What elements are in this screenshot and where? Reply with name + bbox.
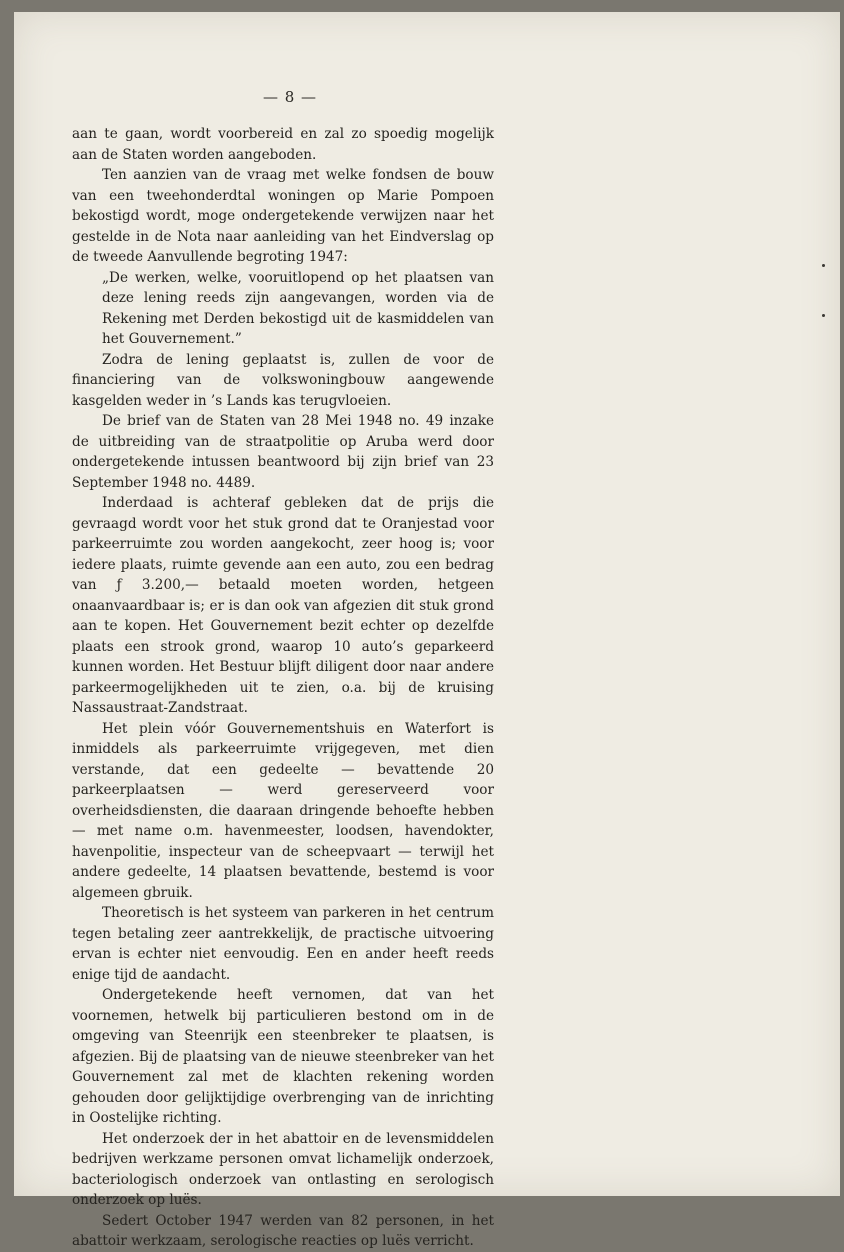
paragraph: Theoretisch is het systeem van parkeren in het centrum tegen betaling zeer aantrekkelijk, de practische uitvoering ervan is echter niet eenvoudig. Een en ander heeft reeds enige tijd de aandacht. [72,905,494,983]
paragraph: Het onderzoek der in het abattoir en de levensmiddelen bedrijven werkzame personen omvat lichamelijk onderzoek, bacteriologisch onderzoek van ontlasting en serologisch onderzoek op luës. [72,1130,494,1208]
margin-speck [822,314,825,317]
paragraph: Ten aanzien van de vraag met welke fondsen de bouw van een tweehonderdtal woningen op Marie Pompoen bekostigd wordt, moge ondergetekende verwijzen naar het gestelde in de Nota naar aanleiding van het Eindverslag op de tweede Aanvullende begroting 1947: [72,167,494,265]
paragraph: Sedert October 1947 werden van 82 personen, in het abattoir werkzaam, serologische reacties op luës verricht. [72,1212,494,1249]
paragraph: De brief van de Staten van 28 Mei 1948 no. 49 inzake de uitbreiding van de straatpolitie op Aruba werd door ondergetekende intussen beantwoord bij zijn brief van 23 September 1948 no. 4489. [72,413,494,491]
paragraph: Inderdaad is achteraf gebleken dat de prijs die gevraagd wordt voor het stuk grond dat te Oranjestad voor parkeerruimte zou worden aangekocht, zeer hoog is; voor iedere plaats, ruimte gevende aan een auto, zou een bedrag van ƒ 3.200,— betaald moeten worden, hetgeen onaanvaardbaar is; er is dan ook van afgezien dit stuk grond aan te kopen. Het Gouvernement bezit echter op dezelfde plaats een strook grond, waarop 10 auto’s geparkeerd kunnen worden. Het Bestuur blijft diligent door naar andere parkeermogelijkheden uit te zien, o.a. bij de kruising Nassaustraat-Zandstraat. [72,495,494,716]
block-quote: „De werken, welke, vooruitlopend op het plaatsen van deze lening reeds zijn aangevangen, worden via de Rekening met Derden bekostigd uit de kasmiddelen van het Gouvernement.” [102,269,494,347]
page-number: — 8 — [262,88,318,106]
paragraph: Ondergetekende heeft vernomen, dat van het voornemen, hetwelk bij particulieren bestond om in de omgeving van Steenrijk een steenbreker te plaatsen, is afgezien. Bij de plaatsing van de nieuwe steenbreker van het Gouvernement zal met de klachten rekening worden gehouden door gelijktijdige overbrenging van de inrichting in Oostelijke richting. [72,987,494,1126]
margin-speck [822,264,825,267]
paragraph: Zodra de lening geplaatst is, zullen de voor de financiering van de volkswoningbouw aangewende kasgelden weder in ’s Lands kas terugvloeien. [72,351,494,409]
body-text [72,124,494,1252]
paragraph: Het plein vóór Gouvernementshuis en Waterfort is inmiddels als parkeerruimte vrijgegeven, met dien verstande, dat een gedeelte — bevattende 20 parkeerplaatsen — werd gereserveerd voor overheidsdiensten, die daaraan dringende behoefte hebben — met name o.m. havenmeester, loodsen, havendokter, havenpolitie, inspecteur van de scheepvaart — terwijl het andere gedeelte, 14 plaatsen bevattende, bestemd is voor algemeen gbruik. [72,720,494,901]
document-page [14,12,840,1249]
paragraph: aan te gaan, wordt voorbereid en zal zo spoedig mogelijk aan de Staten worden aangeboden. [72,126,494,163]
